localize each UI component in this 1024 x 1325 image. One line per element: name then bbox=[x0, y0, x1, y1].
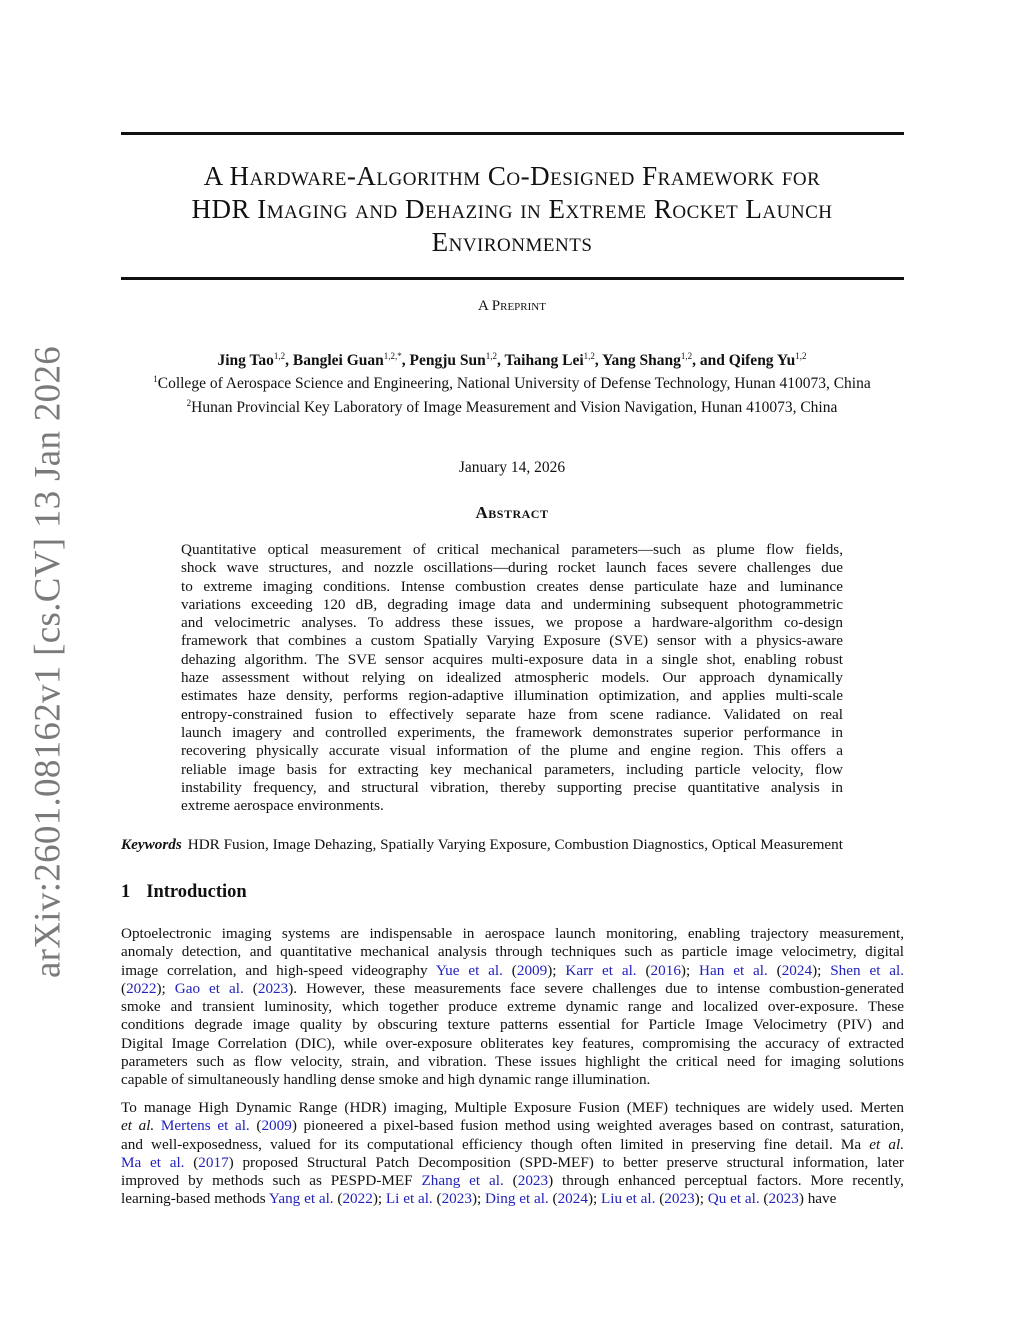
text-run: ( bbox=[333, 1190, 343, 1208]
author-name: Banglei Guan bbox=[292, 352, 384, 370]
text-run: ( bbox=[548, 1190, 558, 1208]
title-line: A Hardware-Algorithm Co-Designed Framework for bbox=[203, 161, 821, 191]
author-block bbox=[100, 347, 924, 417]
text-line bbox=[121, 962, 904, 980]
text-run: conditions degrade image quality by obscuring texture patterns essential for Particle Image Velocimetry (PIV) and bbox=[121, 1016, 904, 1034]
text-line bbox=[181, 706, 843, 724]
citation-link[interactable]: Gao et al. bbox=[174, 979, 244, 997]
text-run: to extreme imaging conditions. Intense combustion creates dense particulate haze and luminance bbox=[181, 577, 843, 595]
citation-link[interactable]: Zhang et al. bbox=[421, 1172, 504, 1190]
text-run: reliable image basis for extracting key mechanical parameters, including particle velocity, flow bbox=[181, 760, 843, 778]
citation-link[interactable]: Mertens et al. bbox=[160, 1117, 250, 1135]
author-name: Taihang Lei bbox=[504, 352, 584, 370]
text-run: ); bbox=[680, 961, 700, 979]
author-affiliation-mark: 1,2 bbox=[583, 351, 595, 361]
paper-title bbox=[100, 160, 924, 259]
abstract-body bbox=[181, 541, 843, 815]
text-run: ( bbox=[767, 961, 782, 979]
affiliation-1 bbox=[100, 370, 924, 393]
text-line bbox=[121, 1172, 904, 1190]
citation-link[interactable]: Ma et al. bbox=[121, 1153, 185, 1171]
citation-link[interactable]: 2023 bbox=[441, 1190, 472, 1208]
text-run: ); bbox=[812, 961, 831, 979]
keywords bbox=[121, 836, 904, 854]
text-run: recovering physically accurate visual information of the plume and engine region. This offers a bbox=[181, 742, 843, 760]
citation-link[interactable]: 2023 bbox=[664, 1190, 695, 1208]
text-run: Quantitative optical measurement of critical mechanical parameters—such as plume flow fields, bbox=[181, 541, 843, 558]
text-line bbox=[181, 578, 843, 596]
text-line bbox=[121, 1190, 904, 1208]
text-line bbox=[181, 651, 843, 669]
author-affiliation-mark: 1,2 bbox=[273, 351, 286, 361]
text-run: entropy-constrained fusion to effectively separate haze from scene radiance. Validated on real bbox=[181, 705, 843, 723]
affiliation-mark: 1 bbox=[153, 374, 158, 385]
text-line bbox=[121, 1071, 904, 1089]
abstract-heading: Abstract bbox=[475, 503, 549, 522]
text-run: haze assessment without relying on idealized atmospheric models. Our approach dynamically bbox=[181, 669, 843, 687]
text-line bbox=[121, 1053, 904, 1071]
citation-link[interactable]: Yue et al. bbox=[435, 961, 503, 979]
text-run: ) have bbox=[798, 1190, 837, 1208]
text-line bbox=[181, 596, 843, 614]
text-run: smoke and transient luminosity, which together produce extreme dynamic range and localized over-exposure. These bbox=[121, 998, 904, 1016]
text-run: framework that combines a custom Spatially Varying Exposure (SVE) sensor with a physics-aware bbox=[181, 632, 843, 650]
arxiv-stamp: arXiv:2601.08162v1 [cs.CV] 13 Jan 2026 bbox=[27, 345, 69, 979]
citation-link[interactable]: Li et al. bbox=[385, 1190, 433, 1208]
citation-link[interactable]: 2024 bbox=[781, 961, 813, 979]
title-top-rule bbox=[121, 132, 904, 135]
keywords-text: HDR Fusion, Image Dehazing, Spatially Varying Exposure, Combustion Diagnostics, Optical Measurement bbox=[187, 836, 843, 853]
text-run: ( bbox=[759, 1190, 769, 1208]
text-run: parameters such as flow velocity, strain, and vibration. These issues highlight the critical need for imaging solutions bbox=[121, 1053, 904, 1071]
text-line bbox=[121, 1016, 904, 1034]
text-run: ( bbox=[432, 1190, 442, 1208]
author-list: Jing Tao$^{1,2}$, Banglei Guan$^{1,2,*}$, Pengju Sun$^{1,2}$, Taihang Lei$^{1,2}$, Yang Shang$^{1,2}$, and Qifeng Yu$^{1,2}$ bbox=[217, 351, 807, 370]
text-run: image correlation, and high-speed videography bbox=[121, 961, 436, 979]
text-line bbox=[181, 614, 843, 632]
citation-link[interactable]: Han et al. bbox=[699, 961, 768, 979]
citation-link[interactable]: Qu et al. bbox=[707, 1190, 760, 1208]
text-line bbox=[181, 761, 843, 779]
text-run: ( bbox=[184, 1153, 199, 1171]
citation-link[interactable]: 2016 bbox=[650, 961, 681, 979]
citation-link[interactable]: Shen et al. bbox=[830, 961, 905, 979]
text-run: ); bbox=[471, 1190, 486, 1208]
text-line bbox=[181, 687, 843, 705]
affiliation-text: College of Aerospace Science and Engineering, National University of Defense Technology, Hunan 410073, China bbox=[157, 375, 871, 393]
text-run: Digital Image Correlation (DIC), while over-exposure obliterates key features, compromising the accuracy of extracted bbox=[121, 1034, 904, 1052]
text-run: learning-based methods bbox=[121, 1190, 269, 1208]
text-line bbox=[121, 1117, 904, 1135]
text-line bbox=[121, 1154, 904, 1172]
author-name: Yang Shang bbox=[602, 352, 681, 370]
text-run: and velocimetric analyses. To address these issues, we propose a hardware-algorithm co-design bbox=[181, 614, 843, 632]
text-run: extreme aerospace environments. bbox=[181, 797, 384, 815]
text-line bbox=[121, 925, 904, 943]
text-run: improved by methods such as PESPD-MEF bbox=[121, 1172, 422, 1190]
text-run: ); bbox=[547, 961, 566, 979]
intro-paragraph-1 bbox=[121, 925, 904, 1090]
citation-link[interactable]: 2023 bbox=[768, 1190, 799, 1208]
text-line bbox=[181, 541, 843, 559]
citation-link[interactable]: 2023 bbox=[257, 979, 289, 997]
author-affiliation-mark: 1,2 bbox=[795, 351, 807, 361]
citation-link[interactable]: Karr et al. bbox=[565, 961, 637, 979]
citation-link[interactable]: 2024 bbox=[557, 1190, 588, 1208]
intro-paragraph-2 bbox=[121, 1099, 904, 1209]
citation-link[interactable]: 2009 bbox=[516, 961, 548, 979]
text-run: ( bbox=[249, 1117, 262, 1135]
text-line bbox=[121, 980, 904, 998]
text-run: ( bbox=[121, 979, 127, 997]
text-line bbox=[181, 632, 843, 650]
text-run: To manage High Dynamic Range (HDR) imaging, Multiple Exposure Fusion (MEF) techniques are widely used. Merten bbox=[121, 1099, 904, 1116]
text-line bbox=[121, 1136, 904, 1154]
text-run: anomaly detection, and quantitative mechanical analysis through techniques such as particle image velocimetry, digital bbox=[121, 943, 904, 961]
title-line: HDR Imaging and Dehazing in Extreme Rocket Launch bbox=[191, 194, 833, 224]
affiliation-2 bbox=[100, 394, 924, 417]
text-run: launch imagery and controlled experiments, the framework demonstrates superior performance in bbox=[181, 723, 843, 741]
author-affiliation-mark: 1,2,* bbox=[383, 351, 402, 361]
section-title: Introduction bbox=[146, 882, 247, 902]
date: January 14, 2026 bbox=[458, 459, 566, 476]
text-line bbox=[121, 998, 904, 1016]
text-run: ( bbox=[636, 961, 651, 979]
text-run: ( bbox=[503, 1172, 518, 1190]
affiliation-mark: 2 bbox=[186, 397, 192, 408]
text-line bbox=[181, 779, 843, 797]
citation-link[interactable]: 2022 bbox=[342, 1190, 373, 1208]
text-line bbox=[121, 943, 904, 961]
section-heading bbox=[121, 882, 247, 903]
citation-link[interactable]: 2022 bbox=[126, 979, 157, 997]
author-affiliation-mark: 1,2 bbox=[680, 351, 693, 361]
text-run: variations exceeding 120 dB, degrading image data and undermining subsequent photogrammetric bbox=[181, 595, 843, 613]
text-run: Optoelectronic imaging systems are indispensable in aerospace launch monitoring, enabling trajectory measurement, bbox=[121, 925, 904, 942]
italic-text: et al. bbox=[121, 1117, 155, 1135]
keywords-label: Keywords bbox=[121, 836, 182, 853]
citation-link[interactable]: Liu et al. bbox=[601, 1190, 656, 1208]
text-line bbox=[181, 724, 843, 742]
text-run: ( bbox=[243, 979, 258, 997]
text-run: ( bbox=[655, 1190, 665, 1208]
author-affiliation-mark: 1,2 bbox=[485, 351, 498, 361]
author-name: Jing Tao bbox=[217, 352, 274, 370]
text-run: ); bbox=[694, 1190, 708, 1208]
text-run: instability frequency, and structural vibration, thereby supporting precise quantitative analysis in bbox=[181, 778, 843, 796]
text-run bbox=[154, 1117, 161, 1134]
affiliation-text: Hunan Provincial Key Laboratory of Image Measurement and Vision Navigation, Hunan 410073, China bbox=[191, 399, 838, 417]
title-bottom-rule bbox=[121, 277, 904, 280]
title-line: Environments bbox=[431, 227, 593, 257]
section-number: 1 bbox=[121, 882, 131, 902]
text-run: ) pioneered a pixel-based fusion method using weighted averages based on contrast, saturation, bbox=[291, 1117, 904, 1135]
text-run: and well-exposedness, valued for its computational efficiency though often limited in preserving fine detail. Ma bbox=[121, 1135, 870, 1153]
text-run: shock wave structures, and nozzle oscillations—during rocket launch faces severe challenges due bbox=[181, 559, 843, 577]
author-name: and Qifeng Yu bbox=[699, 352, 796, 370]
text-run: dehazing algorithm. The SVE sensor acquires multi-exposure data in a single shot, enabling robust bbox=[181, 650, 843, 668]
text-line bbox=[181, 797, 843, 815]
text-run: ); bbox=[372, 1190, 386, 1208]
text-run: ). However, these measurements face severe challenges due to intense combustion-generated bbox=[288, 979, 904, 997]
citation-link[interactable]: 2009 bbox=[261, 1117, 292, 1135]
text-run: ) through enhanced perceptual factors. More recently, bbox=[548, 1172, 904, 1190]
text-run: ) proposed Structural Patch Decomposition (SPD-MEF) to better preserve structural information, later bbox=[228, 1153, 904, 1171]
italic-text: et al. bbox=[869, 1135, 904, 1153]
text-run: ); bbox=[587, 1190, 602, 1208]
text-line bbox=[121, 1099, 904, 1117]
author-name: Pengju Sun bbox=[409, 352, 486, 370]
text-line bbox=[181, 559, 843, 577]
text-run: capable of simultaneously handling dense smoke and high dynamic range illumination. bbox=[121, 1071, 651, 1089]
citation-link[interactable]: 2017 bbox=[198, 1153, 229, 1171]
text-run: ( bbox=[502, 961, 517, 979]
citation-link[interactable]: 2023 bbox=[517, 1172, 549, 1190]
text-run: ); bbox=[156, 979, 175, 997]
citation-link[interactable]: Ding et al. bbox=[485, 1190, 549, 1208]
citation-link[interactable]: Yang et al. bbox=[268, 1190, 334, 1208]
preprint-label: A Preprint bbox=[478, 298, 546, 314]
text-line bbox=[181, 669, 843, 687]
text-line bbox=[121, 1035, 904, 1053]
text-run: estimates haze density, performs region-adaptive illumination optimization, and applies multi-scale bbox=[181, 687, 843, 705]
text-line bbox=[181, 742, 843, 760]
